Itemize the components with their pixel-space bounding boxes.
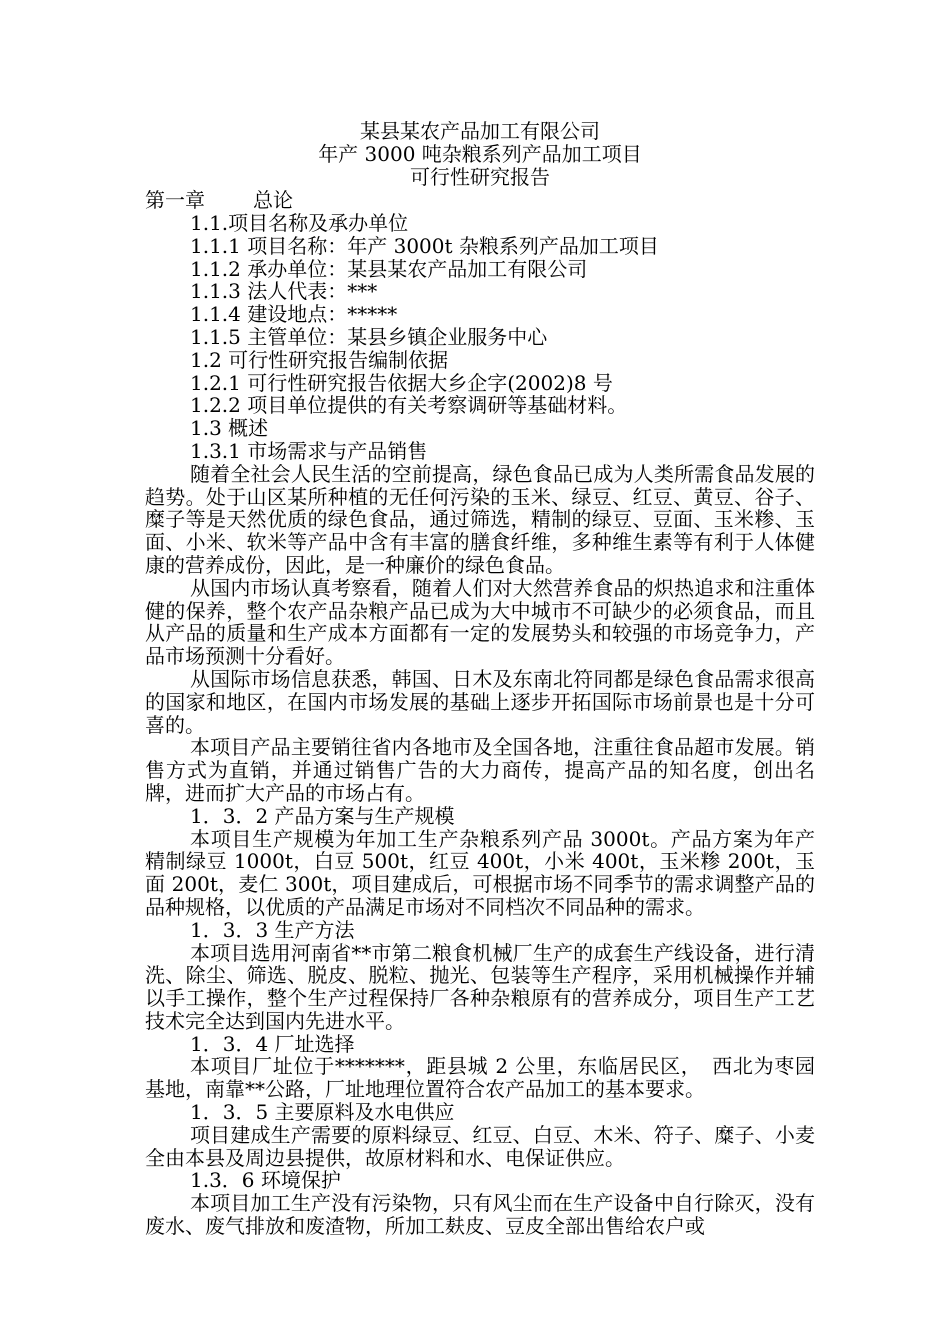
paragraph: 项目建成生产需要的原料绿豆、红豆、白豆、木米、符子、糜子、小麦全由本县及周边县提供，故原材料和水、电保证供应。 [145,1122,815,1170]
document-page [145,120,815,1238]
paragraph: 本项目加工生产没有污染物，只有风尘而在生产设备中自行除灭，没有废水、废气排放和废渣物，所加工麸皮、豆皮全部出售给农户或 [145,1191,815,1239]
chapter-heading [145,189,815,212]
company-title: 某县某农产品加工有限公司 [360,119,600,143]
list-item: 1.2.2 项目单位提供的有关考察调研等基础材料。 [190,393,628,418]
subsection-heading: 1．3．5 主要原料及水电供应 [190,1100,455,1125]
paragraph: 从国际市场信息获悉，韩国、日木及东南北符同都是绿色食品需求很高的国家和地区，在国内市场发展的基础上逐步开拓国际市场前景也是十分可喜的。 [145,666,815,737]
list-item: 1.1.5 主管单位：某县乡镇企业服务中心 [190,324,548,349]
subsection-heading: 1．3．2 产品方案与生产规模 [190,803,455,828]
paragraph: 本项目厂址位于*******，距县城 2 公里，东临居民区， 西北为枣园基地，南靠**公路，厂址地理位置符合农产品加工的基本要求。 [145,1054,815,1102]
list-item: 1.1.1 项目名称：年产 3000t 杂粮系列产品加工项目 [190,233,659,258]
section-heading: 1.2 可行性研究报告编制依据 [190,347,449,372]
list-item: 1.1.4 建设地点：***** [190,302,398,327]
list-item: 1.1.2 承办单位：某县某农产品加工有限公司 [190,256,588,281]
section-heading: 1.3 概述 [190,416,269,441]
paragraph: 从国内市场认真考察看，随着人们对大然营养食品的炽热追求和注重体健的保养，整个农产品杂粮产品已成为大中城市不可缺少的必须食品，而且从产品的质量和生产成本方面都有一定的发展势头和较强的市场竞争力，产品市场预测十分看好。 [145,575,815,669]
list-item: 1.2.1 可行性研究报告依据大乡企字(2002)8 号 [190,370,613,395]
paragraph: 本项目生产规模为年加工生产杂粮系列产品 3000t。产品方案为年产精制绿豆 1000t，白豆 500t，红豆 400t，小米 400t，玉米糁 200t，玉面 200t，麦仁 300t，项目建成后，可根据市场不同季节的需求调整产品的品种规格，以优质的产品满足市场对不同档次不同品种的需求。 [145,826,815,919]
subsection-heading: 1．3．4 厂址选择 [190,1031,355,1056]
project-title: 年产 3000 吨杂粮系列产品加工项目 [318,142,642,166]
subsection-heading: 1.3.1 市场需求与产品销售 [190,438,428,463]
chapter-number: 第一章 [145,188,205,212]
section-heading: 1.1.项目名称及承办单位 [190,211,409,235]
paragraph: 随着全社会人民生活的空前提高，绿色食品已成为人类所需食品发展的趋势。处于山区某所种植的无任何污染的玉米、绿豆、红豆、黄豆、谷子、糜子等是天然优质的绿色食品，通过筛选，精制的绿豆、豆面、玉米糁、玉面、小米、软米等产品中含有丰富的膳食纤维，多种维生素等有利于人体健康的营养成份，因此，是一种廉价的绿色食品。 [145,461,815,577]
report-title: 可行性研究报告 [410,165,550,189]
subsection-heading: 1.3．6 环境保护 [190,1168,341,1193]
paragraph: 本项目选用河南省**市第二粮食机械厂生产的成套生产线设备，进行清洗、除尘、筛选、脱皮、脱粒、抛光、包装等生产程序，采用机械操作并辅以手工操作，整个生产过程保持厂各种杂粮原有的营养成分，项目生产工艺技术完全达到国内先进水平。 [145,940,815,1033]
list-item: 1.1.3 法人代表：*** [190,279,378,304]
paragraph: 本项目产品主要销往省内各地市及全国各地，注重往食品超市发展。销售方式为直销，并通过销售广告的大力商传，提高产品的知名度，创出名牌，进而扩大产品的市场占有。 [145,735,815,805]
chapter-name: 总论 [253,188,293,212]
document-title [145,120,815,189]
subsection-heading: 1．3．3 生产方法 [190,917,355,942]
